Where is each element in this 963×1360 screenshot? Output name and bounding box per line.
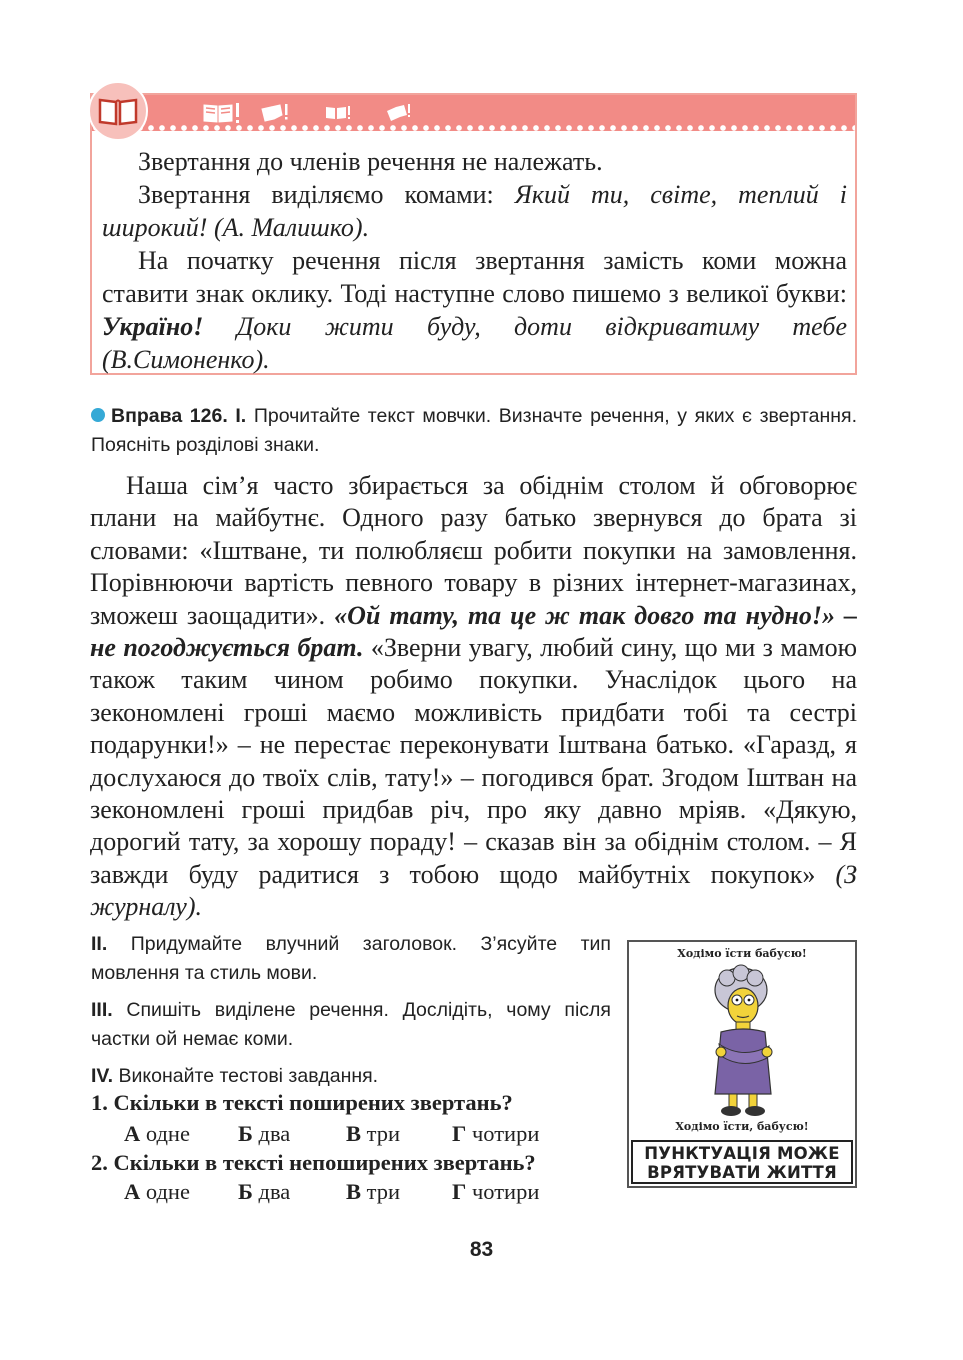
rule-p3-example: Доки жити буду, доти відкриватиму тебе (В.Симоненко). <box>102 312 847 374</box>
rule-p3-text: На початку речення після звертання замість коми можна ставити знак оклику. Тоді наступне слово пишемо з великої букви: <box>102 246 847 308</box>
option-letter: В <box>346 1121 362 1146</box>
option-text: три <box>366 1121 401 1146</box>
book-exclaim-icon <box>202 101 242 125</box>
highlighted-sentence: «Ой тату, та це ж так довго та нудно!» – не погоджується брат. <box>90 600 857 663</box>
poster-middle-text: Ходімо їсти, бабусю! <box>675 1120 809 1133</box>
task-number: ІІ. <box>91 933 108 955</box>
book-exclaim-small-icon <box>260 103 290 123</box>
task-3 <box>91 996 611 1054</box>
poster-slogan <box>631 1140 853 1184</box>
task-number: ІІІ. <box>91 999 113 1021</box>
question-2: 2. Скільки в тексті непоширених звертань? <box>91 1150 536 1175</box>
option-letter: Г <box>452 1121 467 1146</box>
option-text: чотири <box>471 1121 540 1146</box>
text-part-1: Наша сім’я часто збирається за обіднім столом й обговорює плани на майбутнє. Одного разу батько звернувся до брата зі словами: «Іштване, ти полюбляєш робити покупки на замовлення. Порівнюючи вартість певного товару в різних інтернет-магазинах, зможеш заощадити». <box>90 471 857 630</box>
task-number: IV. <box>91 1065 114 1087</box>
option-a[interactable] <box>124 1121 190 1147</box>
option-letter: В <box>346 1179 362 1204</box>
option-b[interactable] <box>238 1179 290 1205</box>
exercise-part: І. <box>235 405 247 427</box>
option-d[interactable] <box>452 1121 539 1147</box>
option-text: одне <box>145 1121 190 1146</box>
rule-p2-example: Який ти, світе, теплий і широкий! (А. Малишко). <box>102 180 847 242</box>
exercise-text <box>90 470 857 924</box>
task-2 <box>91 930 611 988</box>
exercise-header <box>91 402 857 460</box>
question-1: 1. Скільки в тексті поширених звертань? <box>91 1090 513 1115</box>
option-text: три <box>366 1179 401 1204</box>
book-tilted-icon <box>384 103 412 123</box>
rule-paragraph-2 <box>102 178 847 244</box>
exercise-instruction: Прочитайте текст мовчки. Визначте речення, у яких є звертання. Поясніть розділові знаки. <box>91 405 858 456</box>
text-source: (З журналу). <box>90 859 857 922</box>
option-letter: Г <box>452 1179 467 1204</box>
option-letter: Б <box>238 1121 253 1146</box>
banner-dots <box>92 124 855 132</box>
tasks-list <box>91 930 611 1099</box>
option-b[interactable] <box>238 1121 290 1147</box>
book-badge <box>88 81 148 141</box>
option-letter: Б <box>238 1179 253 1204</box>
page-number: 83 <box>469 1238 494 1261</box>
option-letter: А <box>124 1179 141 1204</box>
option-d[interactable] <box>452 1179 539 1205</box>
rule-p2-text: Звертання виділяємо комами: <box>138 180 515 209</box>
option-text: два <box>258 1121 291 1146</box>
rule-p3-address: Україно! <box>102 312 204 341</box>
task-text: Виконайте тестові завдання. <box>113 1065 379 1087</box>
rule-paragraph-1: Звертання до членів речення не належать. <box>138 147 603 176</box>
poster-slogan-line-2: ВРЯТУВАТИ ЖИТТЯ <box>647 1163 837 1182</box>
option-a[interactable] <box>124 1179 190 1205</box>
exercise-label: Вправа 126. <box>111 405 228 427</box>
option-text: чотири <box>471 1179 540 1204</box>
rule-paragraph-3 <box>102 244 847 376</box>
poster-top-text: Ходімо їсти бабусю! <box>677 947 807 960</box>
rule-text <box>102 145 847 376</box>
poster-slogan-line-1: ПУНКТУАЦІЯ МОЖЕ <box>644 1144 840 1163</box>
grandma-illustration <box>679 964 809 1120</box>
punctuation-poster <box>627 940 857 1188</box>
text-part-2: «Зверни увагу, любий сину, що ми з мамою також таким чином робимо покупки. Унаслідок цього на зекономлені гроші маємо можливість придбати тобі та сестрі подарунки!» – не перестає переконувати Іштвана батько. «Гаразд, я дослухаюся до твоїх слів, тату!» – погодився брат. Згодом Іштван на зекономлені гроші придбав річ, про яку давно мріяв. «Дякую, дорогий тату, за хорошу пораду! – сказав він за обіднім столом. – Я завжди буду радитися з тобою щодо майбутніх покупок» <box>90 633 858 889</box>
open-book-icon <box>97 94 139 128</box>
option-text: одне <box>145 1179 190 1204</box>
option-c[interactable] <box>346 1121 400 1147</box>
task-4 <box>91 1062 611 1091</box>
task-text: Спишіть виділене речення. Дослідіть, чому після частки ой немає коми. <box>91 999 611 1050</box>
bullet-icon <box>91 408 105 422</box>
option-c[interactable] <box>346 1179 400 1205</box>
book-small-icon <box>324 104 352 122</box>
rule-box <box>90 93 857 375</box>
task-text: Придумайте влучний заголовок. З’ясуйте тип мовлення та стиль мови. <box>91 933 611 984</box>
option-letter: А <box>124 1121 141 1146</box>
option-text: два <box>258 1179 291 1204</box>
